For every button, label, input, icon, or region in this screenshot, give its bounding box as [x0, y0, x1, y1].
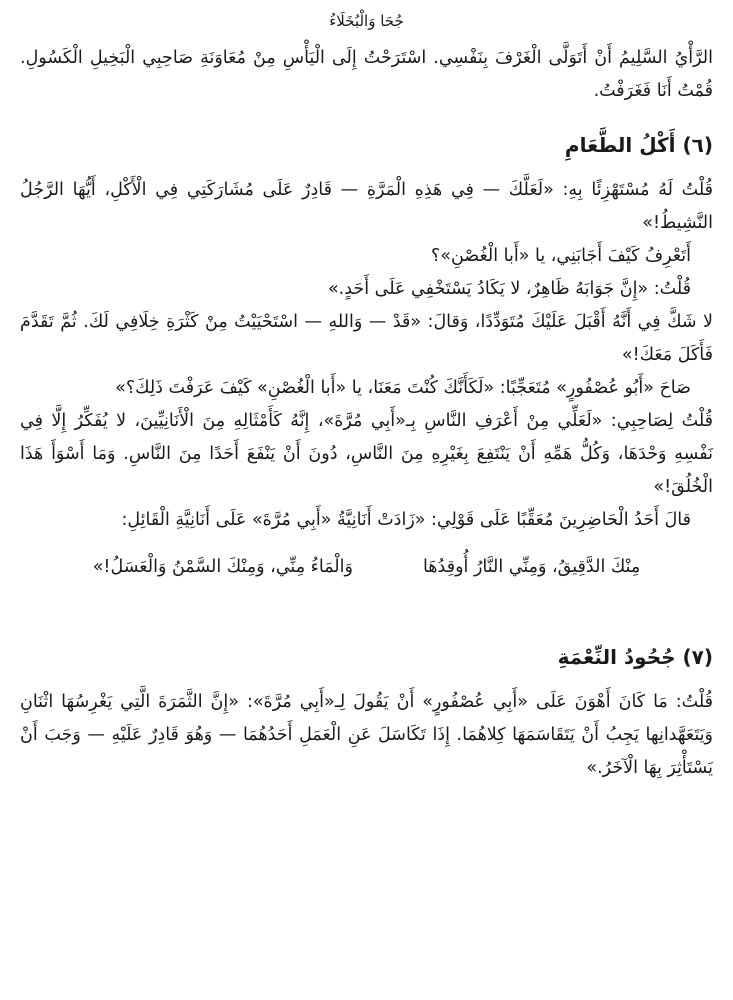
text-line: عَلَيْهِ — وَجَبَ أَنْ يَسْتَأْثِرَ بِهَا الْآخَرُ.»: [20, 725, 713, 778]
text-line: ثُمَّ تَقَدَّمَ فَأَكَلَ مَعَكَ!»: [20, 312, 713, 365]
intro-paragraph: [20, 42, 713, 108]
text-line: صَاحَ «أَبُو عُصْفُورٍ» مُتَعَجِّبًا: «لَكَأَنَّكَ كُنْتَ مَعَنَا، يا «أَبا الْغُصْنِ» كَيْفَ عَرَفْتَ ذَلِكَ؟»: [115, 378, 691, 398]
paragraph: [20, 306, 713, 372]
text-line: قُلْتُ لَهُ مُسْتَهْزِئًا بِهِ: «لَعَلَّكَ — فِي هَذِهِ الْمَرَّةِ — قَادِرٌ عَلَى مُشَارَكَتِي فِي الْأَكْلِ، أَيُّهَا الرَّجُلُ: [20, 180, 713, 200]
paragraph: [20, 504, 713, 537]
text-line: أَتَعْرِفُ كَيْفَ أَجَابَنِي، يا «أَبا الْغُصْنِ»؟: [430, 246, 691, 266]
paragraph: [20, 273, 713, 306]
running-title: جُحَا وَالْبُخَلَاءُ: [329, 12, 404, 30]
paragraph: [20, 686, 713, 785]
section-6-heading: (٦) أَكْلُ الطَّعَامِ: [564, 133, 713, 157]
text-line: إِلَّا فِي نَفْسِهِ وَحْدَهَا، وَكُلُّ هَمِّهِ أَنْ يَنْتَفِعَ بِغَيْرِهِ مِنَ النَّاسِ، دُونَ أَنْ يَنْفَعَ أَحَدًا مِنَ النَّاسِ.: [20, 411, 713, 464]
text-line: قُلْتُ: «إِنَّ جَوَابَهُ ظَاهِرٌ، لا يَكَادُ يَسْتَخْفِي عَلَى أَحَدٍ.»: [327, 279, 691, 299]
paragraph: [20, 405, 713, 504]
verse-hemistich-second: وَالْمَاءُ مِنِّي، وَمِنْكَ السَّمْنُ وَالْعَسَلُ!»: [92, 557, 353, 577]
text-line: الْكَسُولِ. قُمْتُ أَنَا فَغَرَفْتُ.: [20, 48, 713, 101]
poetry-verse: [20, 551, 713, 584]
text-line: النَّشِيطُ!»: [642, 213, 713, 233]
verse-hemistich-first: مِنْكَ الدَّقِيقُ، وَمِنِّي النَّارُ أُوقِدُهَا: [422, 557, 641, 577]
paragraph: [20, 240, 713, 273]
text-line: اثْنَانِ وَيَتَعَهَّدانِها يَجِبُ أَنْ يَتَقَاسَمَهَا كِلاهُمَا. إِذَا تَكَاسَلَ عَنِ الْعَمَلِ أَحَدُهُمَا — وَهُوَ قَادِرٌ: [20, 692, 713, 745]
text-line: قُلْتُ لِصَاحِبِي: «لَعَلِّي مِنْ أَعْرَفِ النَّاسِ بِـ«أَبِي مُرَّةَ»، إِنَّهُ كَأَمْثَالِهِ مِنَ الْأَنَانِيِّينَ، لا يُفَكِّرُ: [74, 411, 713, 431]
text-line: الرَّأْيُ السَّلِيمُ أَنْ أَتَوَلَّى الْغَرْفَ بِنَفْسِي. اسْتَرَحْتُ إِلَى الْيَأْسِ مِنْ مُعَاوَنَةِ صَاحِبِي الْبَخِيلِ: [89, 48, 713, 68]
text-line: قالَ أَحَدُ الْحَاضِرِينَ مُعَقِّبًا عَلَى قَوْلِي: «زَادَتْ أَنَانِيَّةُ «أَبِي مُرَّةَ» عَلَى أَنَانِيَّةِ الْقَائِلِ:: [121, 510, 691, 530]
text-line: لا شَكَّ فِي أَنَّهُ أَقْبَلَ عَلَيْكَ مُتَوَدِّدًا، وَقالَ: «قَدْ — وَاللهِ — اسْتَحْيَيْتُ مِنْ كَثْرَةِ خِلَافِي لَكَ.: [83, 312, 713, 332]
text-line: قُلْتُ: مَا كَانَ أَهْوَنَ عَلَى «أَبِي عُصْفُورٍ» أَنْ يَقُولَ لِـ«أَبِي مُرَّةَ»: «إِنَّ الثَّمَرَةَ الَّتِي يَغْرِسُهَا: [61, 692, 713, 712]
text-line: وَمَا أَسْوَأَ هَذَا الْخُلُقَ!»: [20, 444, 713, 497]
paragraph: [20, 372, 713, 405]
paragraph: [20, 174, 713, 240]
section-7-heading: (٧) جُحُودُ النِّعْمَةِ: [557, 645, 713, 669]
